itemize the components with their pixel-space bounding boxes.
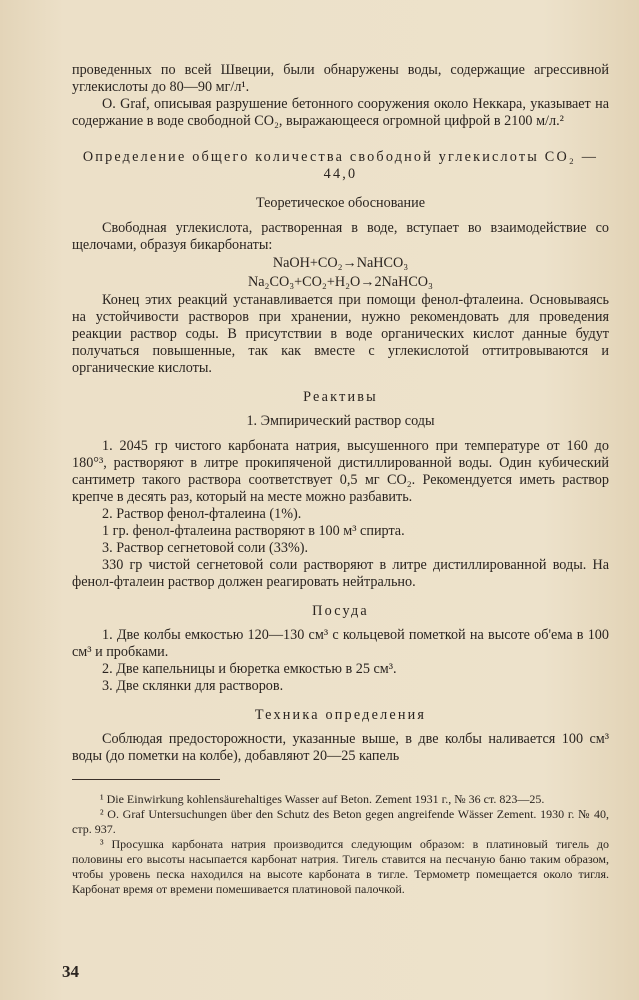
subheading-soda-solution: 1. Эмпирический раствор соды	[246, 413, 435, 429]
technique-paragraph-1: Соблюдая предосторожности, указанные выше, в две колбы наливается 100 см³ воды (до пометки на колбе), добавляют 20—25 капель	[72, 731, 609, 764]
footnote-3: ³ Просушка карбоната натрия производится следующим образом: в платиновый тигель до половины его высоты насыпается карбонат натрия. Тигель ставится на песчаную баню таким образом, чтобы уровень песка находился на высоте карбоната в тигле. Термометр помещается около тигля. Карбонат время от времени помешивается платиновой палочкой.	[72, 837, 609, 896]
formula-reaction-2: Na₂CO₃+CO₂+H₂O→2NaHCO₃	[248, 274, 433, 290]
formula-reaction-1: NaOH+CO₂→NaHCO₃	[272, 255, 409, 271]
section-heading-determination: Определение общего количества свободной углекислоты СО₂ — 44,0	[82, 149, 599, 182]
reagent-item-4: 3. Раствор сегнетовой соли (33%).	[102, 540, 309, 556]
paragraph-intro-2: О. Graf, описывая разрушение бетонного сооружения около Неккара, указывает на содержание в воде свободной СО₂, выражающееся огромной цифрой в 2100 м/л.²	[72, 96, 609, 129]
glassware-item-2: 2. Две капельницы и бюретка емкостью в 25 см³.	[102, 661, 397, 677]
reagent-item-2: 2. Раствор фенол-фталеина (1%).	[102, 506, 302, 522]
reagent-item-3: 1 гр. фенол-фталеина растворяют в 100 м³ спирта.	[102, 523, 405, 539]
page-number: 34	[62, 962, 79, 981]
paragraph-intro-1: проведенных по всей Швеции, были обнаружены воды, содержащие агрессивной углекислоты до 80—90 мг/л¹.	[72, 62, 609, 95]
footnote-2: ² O. Graf Untersuchungen über den Schutz des Beton gegen angreifende Wässer Zement. 1930 г. № 40, стр. 937.	[72, 807, 609, 836]
glassware-item-1: 1. Две колбы емкостью 120—130 см³ с кольцевой пометкой на высоте об'ема в 100 см³ и пробками.	[72, 627, 609, 660]
theory-paragraph-2: Конец этих реакций устанавливается при помощи фенол-фталеина. Основываясь на устойчивости растворов при хранении, нужно рекомендовать для проведения реакции раствор соды. В присутствии в воде органических кислот данные будут получаться повышенные, так как вместе с углекислотой оттитровываются и органические кислоты.	[72, 292, 609, 376]
footnote-divider	[72, 779, 220, 780]
footnote-1: ¹ Die Einwirkung kohlensäurehaltiges Wasser auf Beton. Zement 1931 г., № 36 ст. 823—25.	[100, 792, 545, 806]
reagent-item-5: 330 гр чистой сегнетовой соли растворяют в литре дистиллированной воды. На фенол-фталеин раствор должен реагировать нейтрально.	[72, 557, 609, 590]
subheading-theory: Теоретическое обоснование	[255, 195, 426, 211]
theory-paragraph-1: Свободная углекислота, растворенная в воде, вступает во взаимодействие со щелочами, образуя бикарбонаты:	[72, 220, 609, 253]
section-heading-reagents: Реактивы	[303, 389, 378, 405]
section-heading-glassware: Посуда	[312, 603, 369, 619]
glassware-item-3: 3. Две склянки для растворов.	[102, 678, 284, 694]
section-heading-technique: Техника определения	[254, 707, 427, 723]
reagent-item-1: 1. 2045 гр чистого карбоната натрия, высушенного при температуре от 160 до 180°³, растворяют в литре прокипяченой дистиллированной воды. Один кубический сантиметр такого раствора соответствует 0,5 мг СО₂. Рекомендуется иметь раствор крепче в десять раз, который на месте можно разбавить.	[72, 438, 609, 505]
